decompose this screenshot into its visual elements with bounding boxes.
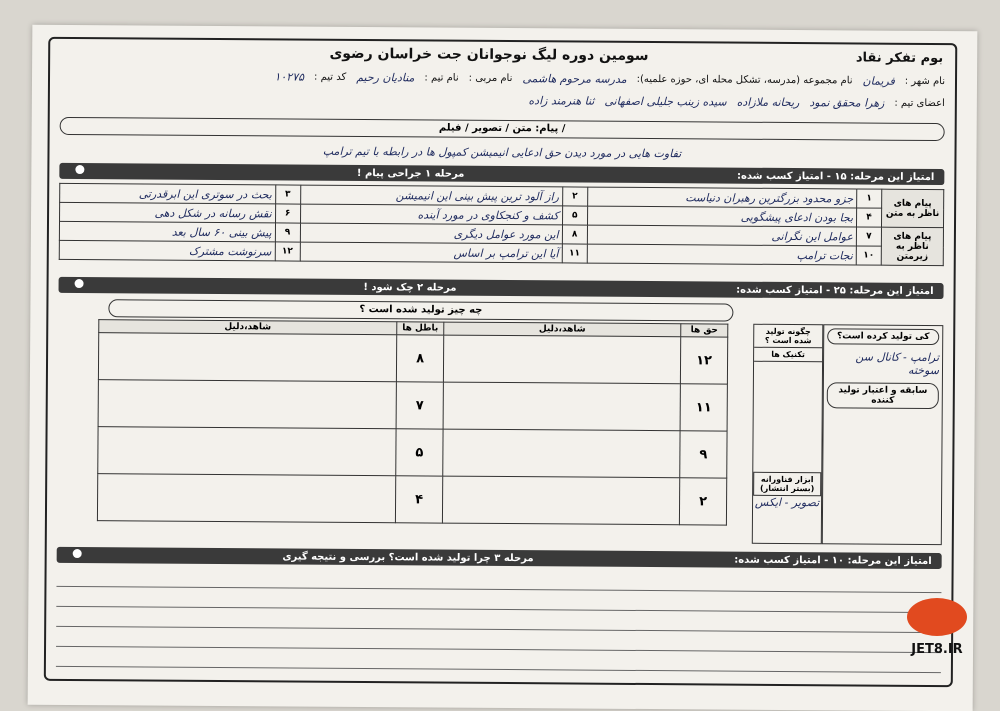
msg-cell: بحث در سوتری این ابرقدرتی — [60, 183, 276, 204]
how-title: چگونه تولید شده است ؟ — [754, 325, 822, 348]
msg-cell: پیش بینی ۶۰ سال بعد — [59, 221, 275, 242]
city-label: نام شهر : — [904, 75, 946, 88]
evidence-header: شاهد،دلیل — [444, 322, 681, 337]
false-num: ۷ — [396, 382, 443, 429]
site-logo — [896, 598, 978, 668]
stage1-band — [59, 163, 944, 185]
message-label: پیام: متن / تصویر / فیلم / — [60, 117, 945, 141]
circle-icon — [73, 549, 82, 558]
false-num: ۵ — [396, 429, 443, 476]
evidence-cell — [98, 333, 396, 382]
stage2-score: امتیاز این مرحله: ۲۵ - امتیاز کسب شده: — [736, 284, 934, 297]
city-value: فریمان — [862, 74, 895, 88]
false-num: ۴ — [395, 476, 442, 523]
evidence-cell — [98, 427, 396, 476]
stage1-table: پیام های ناظر به متن ۱ جزو محدود بزرگترین رهبران دنیاست ۲ راز آلود ترین پیش بینی این انیمیشن ۳ بحث در سوتری این ابرقدرتی ۴ بجا بودن ادعای پیشگویی ۵ کشف و کنجکاوی در مورد آینده ۶ نقش رسانه در شکل دهی پیام های ناظر به زیرمتن ۷ عوامل این نگرانی ۸ این مورد عوامل دیگری ۹ پیش بینی ۶۰ سال بعد ۱۰ نجات ترامپ ۱۱ آیا این ترامپ بر اساس ۱۲ سرنوشت مشترک — [59, 183, 945, 266]
worksheet-paper — [28, 25, 978, 711]
true-num: ۱۱ — [680, 384, 727, 431]
message-value: تفاوت هایی در مورد دیدن حق ادعایی انیمیشن کمپول ها در رابطه با تیم ترامپ — [322, 144, 682, 161]
msg-cell: سرنوشت مشترک — [59, 240, 275, 261]
stage3-title: مرحله ۳ چرا تولید شده است؟ بررسی و نتیجه گیری — [282, 550, 534, 564]
stage2-table — [97, 319, 728, 525]
evidence-cell — [443, 335, 680, 384]
true-num: ۲ — [679, 478, 726, 525]
header — [50, 39, 955, 71]
msg-cell: عوامل این نگرانی — [587, 225, 856, 246]
msg-cell: کشف و کنجکاوی در مورد آینده — [300, 204, 562, 225]
evidence-cell — [97, 474, 395, 523]
circle-icon — [75, 279, 84, 288]
info-row-2 — [60, 91, 945, 110]
true-header: حق ها — [681, 324, 728, 337]
msg-cell: آیا این ترامپ بر اساس — [300, 242, 562, 263]
msg-cell: بجا بودن ادعای پیشگویی — [587, 206, 856, 227]
how-column — [752, 324, 824, 544]
league-title: سومین دوره لیگ نوجوانان جت خراسان رضوی — [329, 45, 649, 65]
code-value: ۱۰۲۷۵ — [274, 70, 305, 84]
evidence-header: شاهد،دلیل — [99, 320, 397, 335]
false-num: ۸ — [396, 335, 443, 382]
code-label: کد تیم : — [314, 71, 347, 83]
logo-text: JET8.IR — [911, 642, 963, 657]
evidence-cell — [443, 429, 680, 478]
apparent-label: پیام های ناظر به متن — [881, 189, 943, 227]
team-value: منادیان رحیم — [356, 70, 415, 85]
msg-cell: نجات ترامپ — [587, 244, 856, 265]
msg-cell: جزو محدود بزرگترین رهبران دنیاست — [587, 187, 856, 208]
tech-title: تکنیک ها — [754, 348, 822, 362]
team-label: نام تیم : — [424, 72, 459, 84]
who-column — [822, 324, 944, 545]
what-title: چه چیز تولید شده است ؟ — [108, 299, 733, 321]
tools-value: تصویر - ایکس — [754, 495, 820, 510]
msg-cell: این مورد عوامل دیگری — [300, 223, 562, 244]
coach-label: نام مربی : — [468, 72, 513, 85]
worksheet-frame — [44, 37, 957, 687]
stage1-title: مرحله ۱ جراحی پیام ! — [356, 167, 465, 180]
stage3-score: امتیاز این مرحله: ۱۰ - امتیاز کسب شده: — [734, 554, 932, 567]
credibility-title: سابقه و اعتبار تولید کننده — [827, 382, 939, 409]
member-2: ریحانه ملازاده — [736, 95, 800, 110]
who-title: کی تولید کرده است؟ — [827, 328, 939, 345]
member-4: ثنا هنرمند زاده — [528, 94, 595, 108]
group-label: نام مجموعه (مدرسه، تشکل محله ای، حوزه علمیه): — [636, 73, 853, 87]
member-1: زهرا محقق نمود — [809, 96, 885, 110]
brand-mark-icon — [907, 598, 967, 636]
stage1-score: امتیاز این مرحله: ۱۵ - امتیاز کسب شده: — [736, 170, 935, 183]
stage3-band — [57, 547, 942, 569]
true-num: ۹ — [680, 431, 727, 478]
group-value: مدرسه مرحوم هاشمی — [522, 72, 627, 86]
who-value: ترامپ - کانال سن سوخته — [855, 350, 940, 378]
members-label: اعضای تیم : — [894, 97, 945, 110]
tools-title: ابزار فناورانه (بستر انتشار) — [753, 472, 821, 496]
info-row-1 — [60, 69, 945, 88]
msg-cell: راز آلود ترین پیش بینی این انیمیشن — [300, 185, 562, 206]
member-3: سیده زینب جلیلی اصفهانی — [604, 94, 727, 109]
worksheet-title: بوم تفکر نقاد — [855, 49, 944, 66]
conclusion-lines — [56, 567, 942, 668]
hidden-label: پیام های ناظر به زیرمتن — [881, 227, 943, 265]
evidence-cell — [442, 476, 679, 525]
stage2-band — [59, 277, 944, 299]
msg-cell: نقش رسانه در شکل دهی — [60, 202, 276, 223]
true-num: ۱۲ — [680, 337, 727, 384]
evidence-cell — [98, 380, 396, 429]
false-header: باطل ها — [397, 322, 444, 335]
evidence-cell — [443, 382, 680, 431]
stage2-title: مرحله ۲ چک شود ! — [363, 281, 457, 294]
circle-icon — [75, 165, 84, 174]
